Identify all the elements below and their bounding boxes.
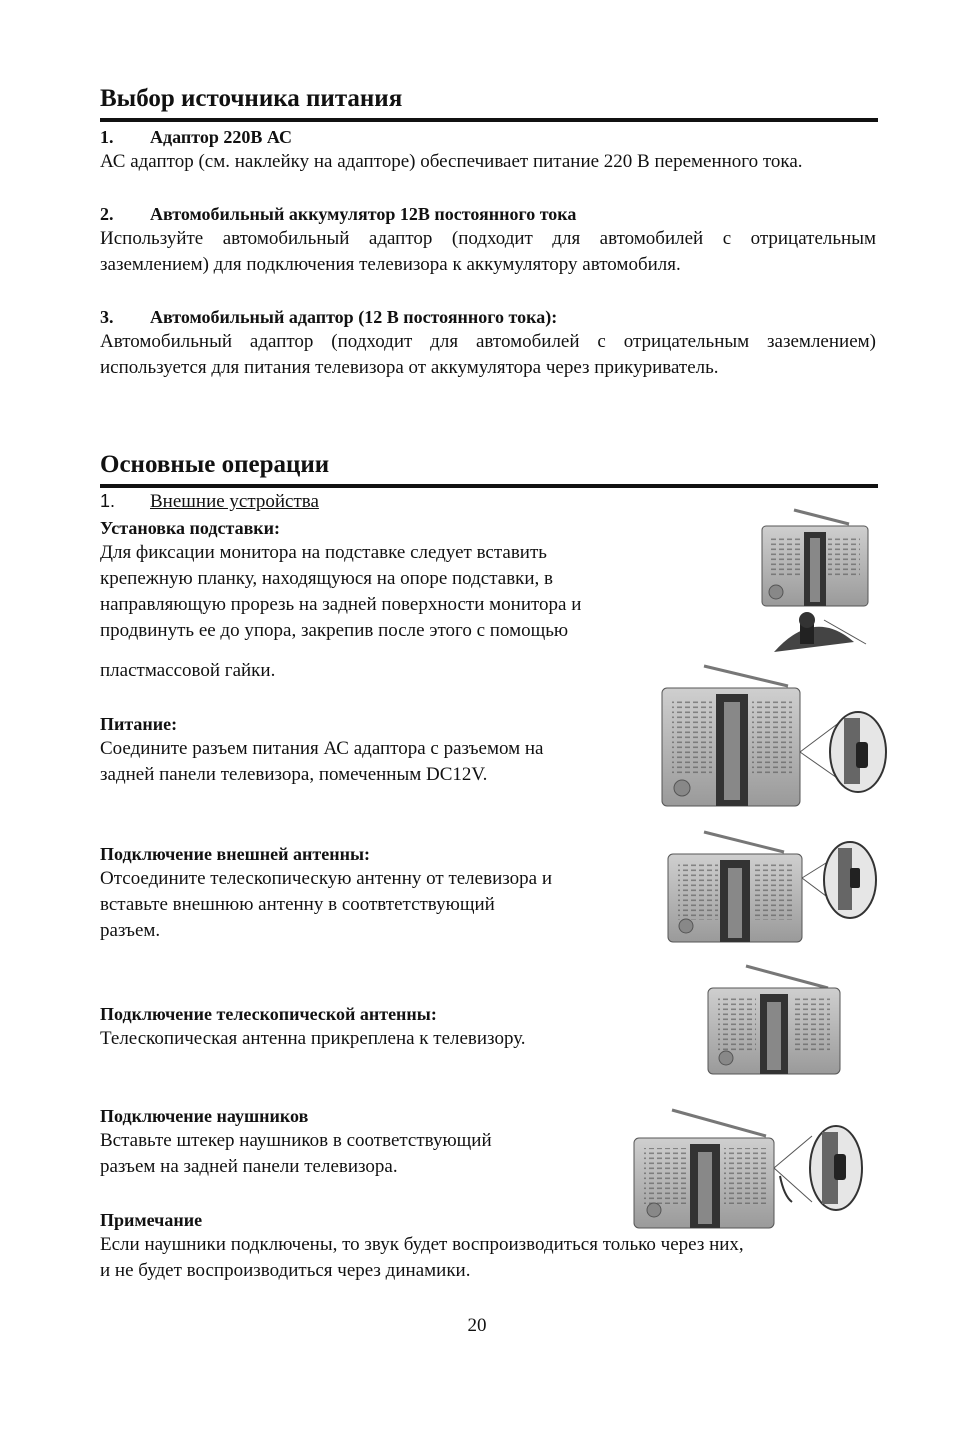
external-antenna-line: Отсоедините телескопическую антенну от телевизора и bbox=[100, 868, 552, 889]
note-line: Если наушники подключены, то звук будет воспроизводиться только через них, bbox=[100, 1234, 744, 1255]
external-antenna-line: вставьте внешнюю антенну в соотвтетствующий bbox=[100, 894, 495, 915]
item-number: 2. bbox=[100, 204, 114, 224]
item-heading: Адаптор 220В АС bbox=[150, 127, 292, 147]
item-heading: Автомобильный аккумулятор 12В постоянного тока bbox=[150, 204, 577, 224]
stand-line: направляющую прорезь на задней поверхности монитора и bbox=[100, 594, 582, 615]
power-heading: Питание: bbox=[100, 714, 178, 734]
power-line: задней панели телевизора, помеченным DC12V. bbox=[100, 764, 488, 785]
subsection-title: Внешние устройства bbox=[150, 491, 319, 512]
tv-headphones-illustration bbox=[632, 1106, 868, 1230]
external-antenna-line: разъем. bbox=[100, 920, 161, 941]
section-rule bbox=[100, 118, 878, 122]
item-number: 3. bbox=[100, 307, 114, 327]
tv-telescopic-antenna-illustration bbox=[706, 962, 844, 1078]
note-line: и не будет воспроизводиться через динамики. bbox=[100, 1260, 471, 1281]
power-item-2-heading bbox=[100, 203, 878, 225]
headphones-heading: Подключение наушников bbox=[100, 1106, 309, 1126]
headphones-line: Вставьте штекер наушников в соответствующий bbox=[100, 1130, 492, 1151]
stand-line: продвинуть ее до упора, закрепив после этого с помощью bbox=[100, 620, 569, 641]
power-item-1-heading bbox=[100, 126, 878, 148]
subsection-heading bbox=[100, 489, 319, 514]
headphones-line: разъем на задней панели телевизора. bbox=[100, 1156, 398, 1177]
stand-line: Для фиксации монитора на подставке следует вставить bbox=[100, 542, 547, 563]
stand-heading: Установка подставки: bbox=[100, 518, 281, 538]
power-line: Соедините разъем питания АС адаптора с разъемом на bbox=[100, 738, 544, 759]
page-number: 20 bbox=[467, 1315, 487, 1336]
section-rule bbox=[100, 484, 878, 488]
tv-power-illustration bbox=[660, 660, 888, 812]
power-item-1-text: АС адаптор (см. наклейку на адапторе) обеспечивает питание 220 В переменного тока. bbox=[100, 151, 803, 172]
stand-line: крепежную планку, находящуюся на опоре подставки, в bbox=[100, 568, 554, 589]
section-title-power-source: Выбор источника питания bbox=[100, 85, 403, 112]
tv-stand-illustration bbox=[754, 502, 876, 662]
section-title-basic-operations: Основные операции bbox=[100, 451, 330, 478]
power-item-3-text: Автомобильный адаптор (подходит для автомобилей с отрицательным заземлением) используется для питания телевизора от аккумулятора через прикуриватель. bbox=[100, 331, 876, 378]
item-number: 1. bbox=[100, 127, 114, 147]
tv-antenna-illustration bbox=[666, 828, 878, 946]
telescopic-antenna-heading: Подключение телескопической антенны: bbox=[100, 1004, 437, 1024]
item-heading: Автомобильный адаптор (12 В постоянного тока): bbox=[150, 307, 558, 327]
power-item-3-heading bbox=[100, 306, 878, 328]
power-item-2-text: Используйте автомобильный адаптор (подходит для автомобилей с отрицательным заземлением) для подключения телевизора к аккумулятору автомобиля. bbox=[100, 228, 876, 275]
external-antenna-heading: Подключение внешней антенны: bbox=[100, 844, 370, 864]
subsection-number: 1. bbox=[100, 491, 116, 511]
stand-line: пластмассовой гайки. bbox=[100, 660, 276, 681]
note-heading: Примечание bbox=[100, 1210, 203, 1230]
telescopic-antenna-line: Телескопическая антенна прикреплена к телевизору. bbox=[100, 1028, 526, 1049]
